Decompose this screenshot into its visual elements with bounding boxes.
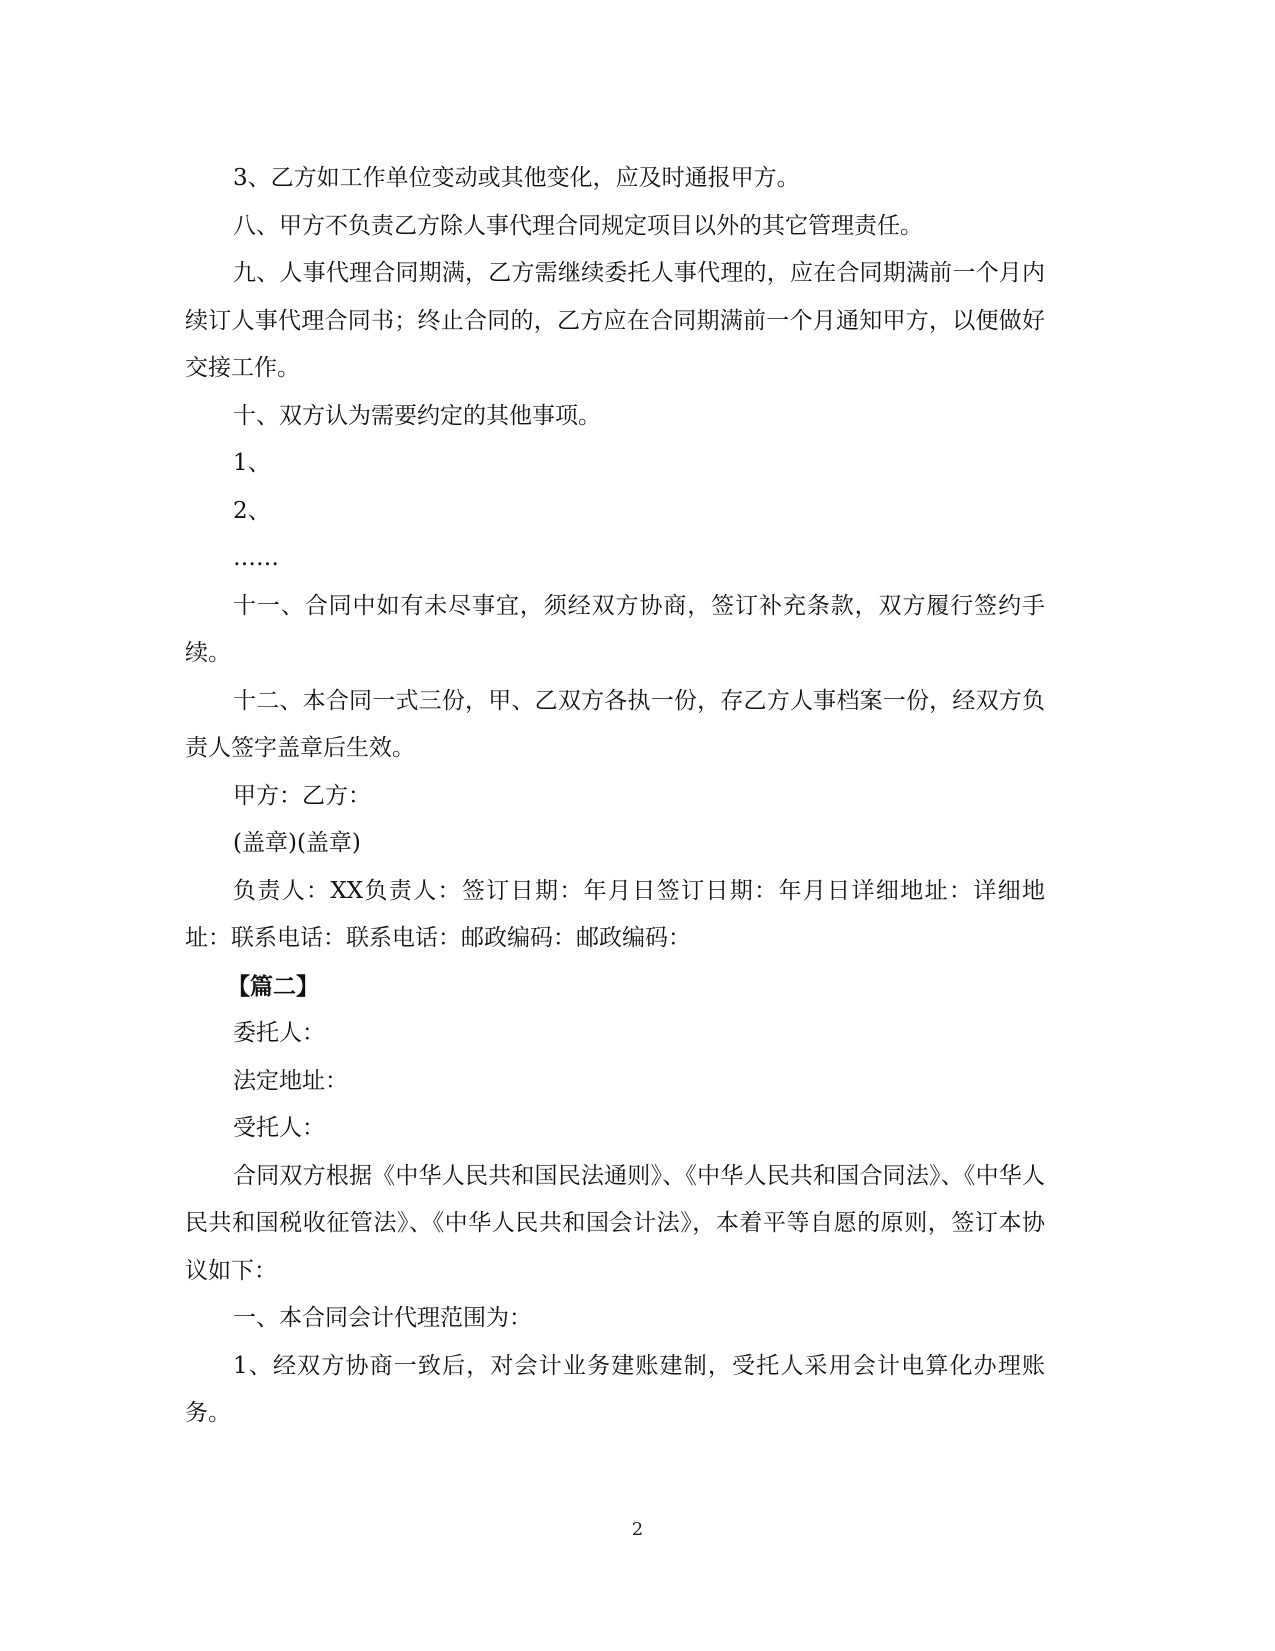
paragraph-clause-8: 八、甲方不负责乙方除人事代理合同规定项目以外的其它管理责任。 <box>233 212 923 239</box>
signature-parties: 甲方：乙方： <box>233 782 371 809</box>
signature-details: 负责人：XX负责人：签订日期：年月日签订日期：年月日详细地址：详细地址：联系电话：联系电话：邮政编码：邮政编码： <box>185 877 1045 951</box>
field-agent: 受托人： <box>233 1115 325 1141</box>
paragraph-clause-9: 九、人事代理合同期满，乙方需继续委托人事代理的，应在合同期满前一个月内续订人事代理合同书；终止合同的，乙方应在合同期满前一个月通知甲方，以便做好交接工作。 <box>185 260 1045 381</box>
paragraph-item-2: 2、 <box>233 497 271 524</box>
signature-seals: (盖章)(盖章) <box>233 830 361 856</box>
paragraph-clause-12: 十二、本合同一式三份，甲、乙双方各执一份，存乙方人事档案一份，经双方负责人签字盖章后生效。 <box>185 687 1045 761</box>
paragraph-clause-10: 十、双方认为需要约定的其他事项。 <box>233 402 601 429</box>
paragraph-clause-11: 十一、合同中如有未尽事宜，须经双方协商，签订补充条款，双方履行签约手续。 <box>185 592 1045 666</box>
paragraph-item-1: 1、 <box>233 450 271 476</box>
paragraph-scope-item-1: 1、经双方协商一致后，对会计业务建账建制，受托人采用会计电算化办理账务。 <box>185 1352 1045 1426</box>
document-body <box>185 155 1045 1438</box>
page-number: 2 <box>631 1519 644 1540</box>
paragraph-clause-7-3: 3、乙方如工作单位变动或其他变化，应及时通报甲方。 <box>233 165 800 191</box>
paragraph-scope-heading: 一、本合同会计代理范围为： <box>233 1305 532 1331</box>
paragraph-ellipsis: …… <box>233 545 279 571</box>
field-principal: 委托人： <box>233 1020 325 1046</box>
section-heading-part-two: 【篇二】 <box>227 972 319 1000</box>
paragraph-legal-basis: 合同双方根据《中华人民共和国民法通则》、《中华人民共和国合同法》、《中华人民共和国税收征管法》、《中华人民共和国会计法》，本着平等自愿的原则，签订本协议如下： <box>185 1162 1045 1284</box>
field-legal-address: 法定地址： <box>233 1067 348 1094</box>
